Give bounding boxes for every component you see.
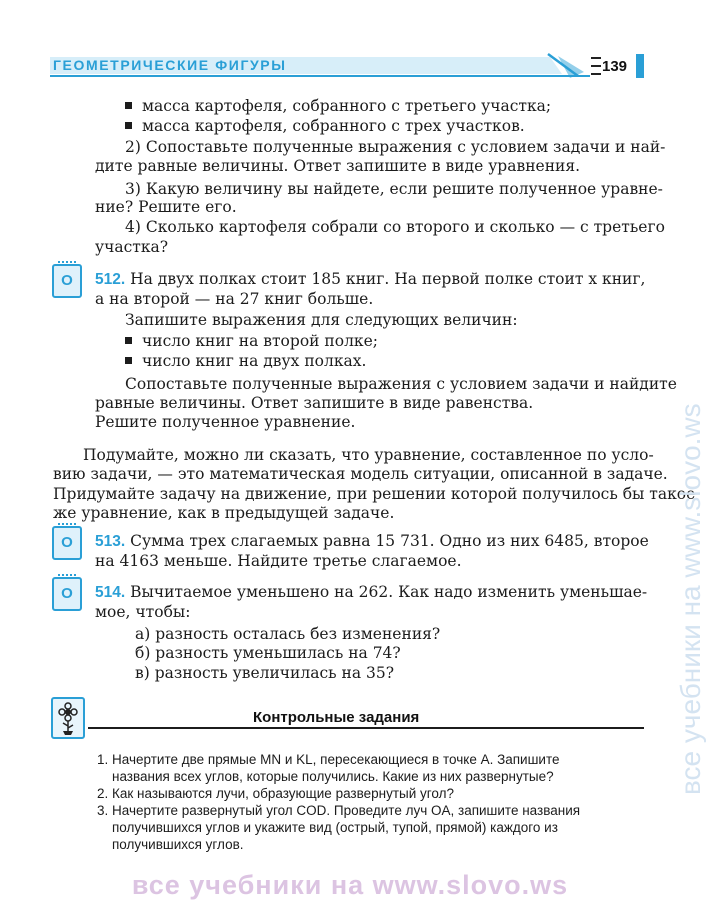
section-divider: [88, 727, 644, 729]
question-line: ние? Решите его.: [95, 198, 237, 216]
question-line: 2) Сопоставьте полученные выражения с условием задачи и най-: [125, 138, 666, 156]
control-item-line: 2. Как называются лучи, образующие развернутый угол?: [97, 786, 455, 801]
question-line: дите равные величины. Ответ запишите в виде уравнения.: [95, 157, 581, 175]
section-title: Контрольные задания: [253, 709, 420, 726]
list-item: [125, 117, 525, 136]
vertical-watermark-text: все учебники на www.slovo.ws: [675, 403, 706, 795]
control-item-line: получившихся углов и укажите вид (острый, тупой, прямой) каждого из: [112, 820, 558, 835]
vertical-watermark: [662, 110, 722, 800]
task-number: 513.: [95, 533, 126, 550]
question-line: 4) Сколько картофеля собрали со второго и сколько — с третьего: [125, 218, 665, 236]
list-item: [125, 97, 551, 116]
task-level-icon: О: [52, 577, 82, 611]
task-513-line: на 4163 меньше. Найдите третье слагаемое.: [95, 552, 462, 570]
task-text: Вычитаемое уменьшено на 262. Как надо изменить уменьшае-: [125, 583, 648, 601]
task-level-icon: О: [52, 264, 82, 298]
page-number: 139: [602, 58, 628, 75]
bullet-icon: [125, 337, 132, 344]
bottom-watermark: все учебники на www.slovo.ws: [131, 870, 569, 900]
task-number: 512.: [95, 271, 126, 288]
flower-icon: [51, 697, 85, 739]
paragraph-line: же уравнение, как в предыдущей задаче.: [53, 504, 395, 522]
task-514-line: [95, 583, 647, 602]
bullet-icon: [125, 357, 132, 364]
paragraph-line: вию задачи, — это математическая модель ситуации, описанной в задаче.: [53, 465, 668, 483]
paragraph-line: Придумайте задачу на движение, при решении которой получилось бы такое: [53, 485, 696, 503]
task-text: На двух полках стоит 185 книг. На первой полке стоит x книг,: [125, 270, 646, 288]
list-item-text: число книг на двух полках.: [142, 352, 367, 370]
task-512-line: Сопоставьте полученные выражения с условием задачи и найдите: [125, 375, 677, 393]
task-514-line: мое, чтобы:: [95, 603, 191, 621]
task-514-option: б) разность уменьшилась на 74?: [135, 644, 401, 662]
task-512-line: Решите полученное уравнение.: [95, 413, 356, 431]
task-text: Сумма трех слагаемых равна 15 731. Одно из них 6485, второе: [125, 532, 649, 550]
question-line: участка?: [95, 238, 169, 256]
task-514-option: в) разность увеличилась на 35?: [135, 664, 395, 682]
control-item-line: 1. Начертите две прямые MN и KL, пересекающиеся в точке A. Запишите: [97, 752, 560, 767]
task-513-line: [95, 532, 649, 551]
list-item: [125, 332, 378, 351]
bullet-icon: [125, 122, 132, 129]
paragraph-line: Подумайте, можно ли сказать, что уравнение, составленное по усло-: [83, 446, 654, 464]
task-number: 514.: [95, 584, 126, 601]
list-item: [125, 352, 366, 371]
list-item-text: число книг на второй полке;: [142, 332, 378, 350]
task-512-line: Запишите выражения для следующих величин:: [125, 311, 518, 329]
task-514-option: а) разность осталась без изменения?: [135, 625, 441, 643]
task-level-icon: О: [52, 526, 82, 560]
chapter-title: ГЕОМЕТРИЧЕСКИЕ ФИГУРЫ: [53, 57, 287, 73]
list-item-text: масса картофеля, собранного с трех участков.: [142, 117, 525, 135]
task-512-line: равные величины. Ответ запишите в виде равенства.: [95, 394, 534, 412]
control-item-line: 3. Начертите развернутый угол COD. Проведите луч OA, запишите названия: [97, 803, 581, 818]
list-item-text: масса картофеля, собранного с третьего участка;: [142, 97, 552, 115]
control-item-line: получившихся углов.: [112, 837, 244, 852]
task-512-line: а на второй — на 27 книг больше.: [95, 290, 374, 308]
task-512-line: [95, 270, 645, 289]
bullet-icon: [125, 102, 132, 109]
control-item-line: названия всех углов, которые получились. Какие из них развернутые?: [112, 769, 554, 784]
question-line: 3) Какую величину вы найдете, если решите полученное уравне-: [125, 180, 663, 198]
